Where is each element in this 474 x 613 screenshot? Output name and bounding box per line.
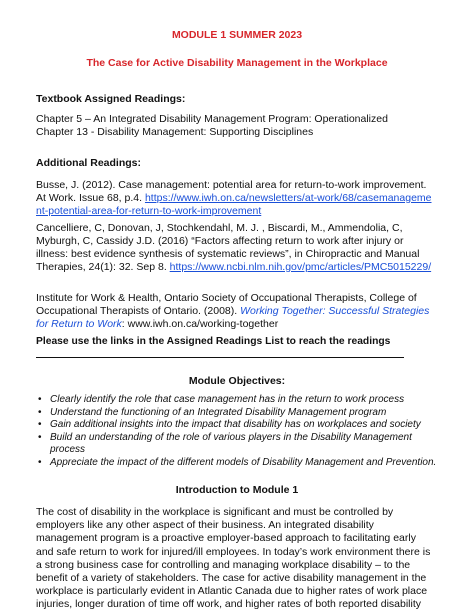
intro-body: The cost of disability in the workplace is significant and must be controlled by employers like any other aspect of their business. An integrated disability management program is a proactive employer-based approach to facilitating early and safe return to work for injured/ill employees. In today’s work environment there is a strong business case for controlling and managing workplace disability – to the benefit of a variety of stakeholders. The case for active disability management in the workplace is particularly evident in Atlantic Canada due to higher rates of work place injuries, longer duration of time off work, and higher rates of both reported disability: [36, 506, 431, 611]
reading-busse: [36, 179, 436, 218]
reading-url: : www.iwh.on.ca/working-together: [121, 318, 279, 330]
document-title: The Case for Active Disability Management in the Workplace: [86, 57, 388, 69]
textbook-item: Chapter 13 - Disability Management: Supporting Disciplines: [36, 126, 314, 138]
textbook-heading: Textbook Assigned Readings:: [36, 93, 186, 105]
additional-heading: Additional Readings:: [36, 157, 141, 169]
intro-heading: Introduction to Module 1: [175, 484, 299, 496]
reading-citation: Institute for Work & Health, Ontario Society of Occupational Therapists, College of Occupational Therapists of Ontario. (2008).: [36, 292, 417, 317]
reading-cancelliere: [36, 222, 436, 274]
objective-item: • Build an understanding of the role of various players in the Disability Management process: [36, 432, 446, 457]
reading-citation: Busse, J. (2012). Case management: potential area for return-to-work improvement. At Work. Issue 68, p.4.: [36, 179, 427, 204]
reading-link[interactable]: https://www.iwh.on.ca/newsletters/at-work/68/casemanagement-potential-area-for-return-to-work-improvement: [36, 192, 432, 217]
objective-item: • Appreciate the impact of the different models of Disability Management and Prevention.: [36, 457, 446, 470]
objective-item: • Gain additional insights into the impact that disability has on workplaces and society: [36, 419, 446, 432]
divider-line: [36, 357, 404, 358]
reading-link[interactable]: https://www.ncbi.nlm.nih.gov/pmc/articles/PMC5015229/: [169, 261, 432, 273]
module-label: MODULE 1 SUMMER 2023: [171, 29, 303, 41]
reading-iwh: [36, 292, 436, 331]
objectives-heading: Module Objectives:: [188, 375, 286, 387]
objectives-list: [36, 394, 446, 469]
objective-item: • Clearly identify the role that case management has in the return to work process: [36, 394, 446, 407]
textbook-item: Chapter 5 – An Integrated Disability Management Program: Operationalized: [36, 113, 388, 125]
reading-citation: Cancelliere, C, Donovan, J, Stochkendahl, M. J. , Biscardi, M., Ammendolia, C, Myburgh, C, Cassidy J.D. (2016) “Factors affecting return to work after injury or illness: best evidence synthesis of systematic reviews”, in Chiropractic and Manual Therapies, 24(1): 32. Sep 8.: [36, 222, 420, 273]
reading-title: Working Together: Successful Strategies for Return to Work: [36, 305, 430, 330]
readings-notice: Please use the links in the Assigned Readings List to reach the readings: [36, 336, 391, 347]
objective-item: • Understand the functioning of an Integrated Disability Management program: [36, 407, 446, 420]
